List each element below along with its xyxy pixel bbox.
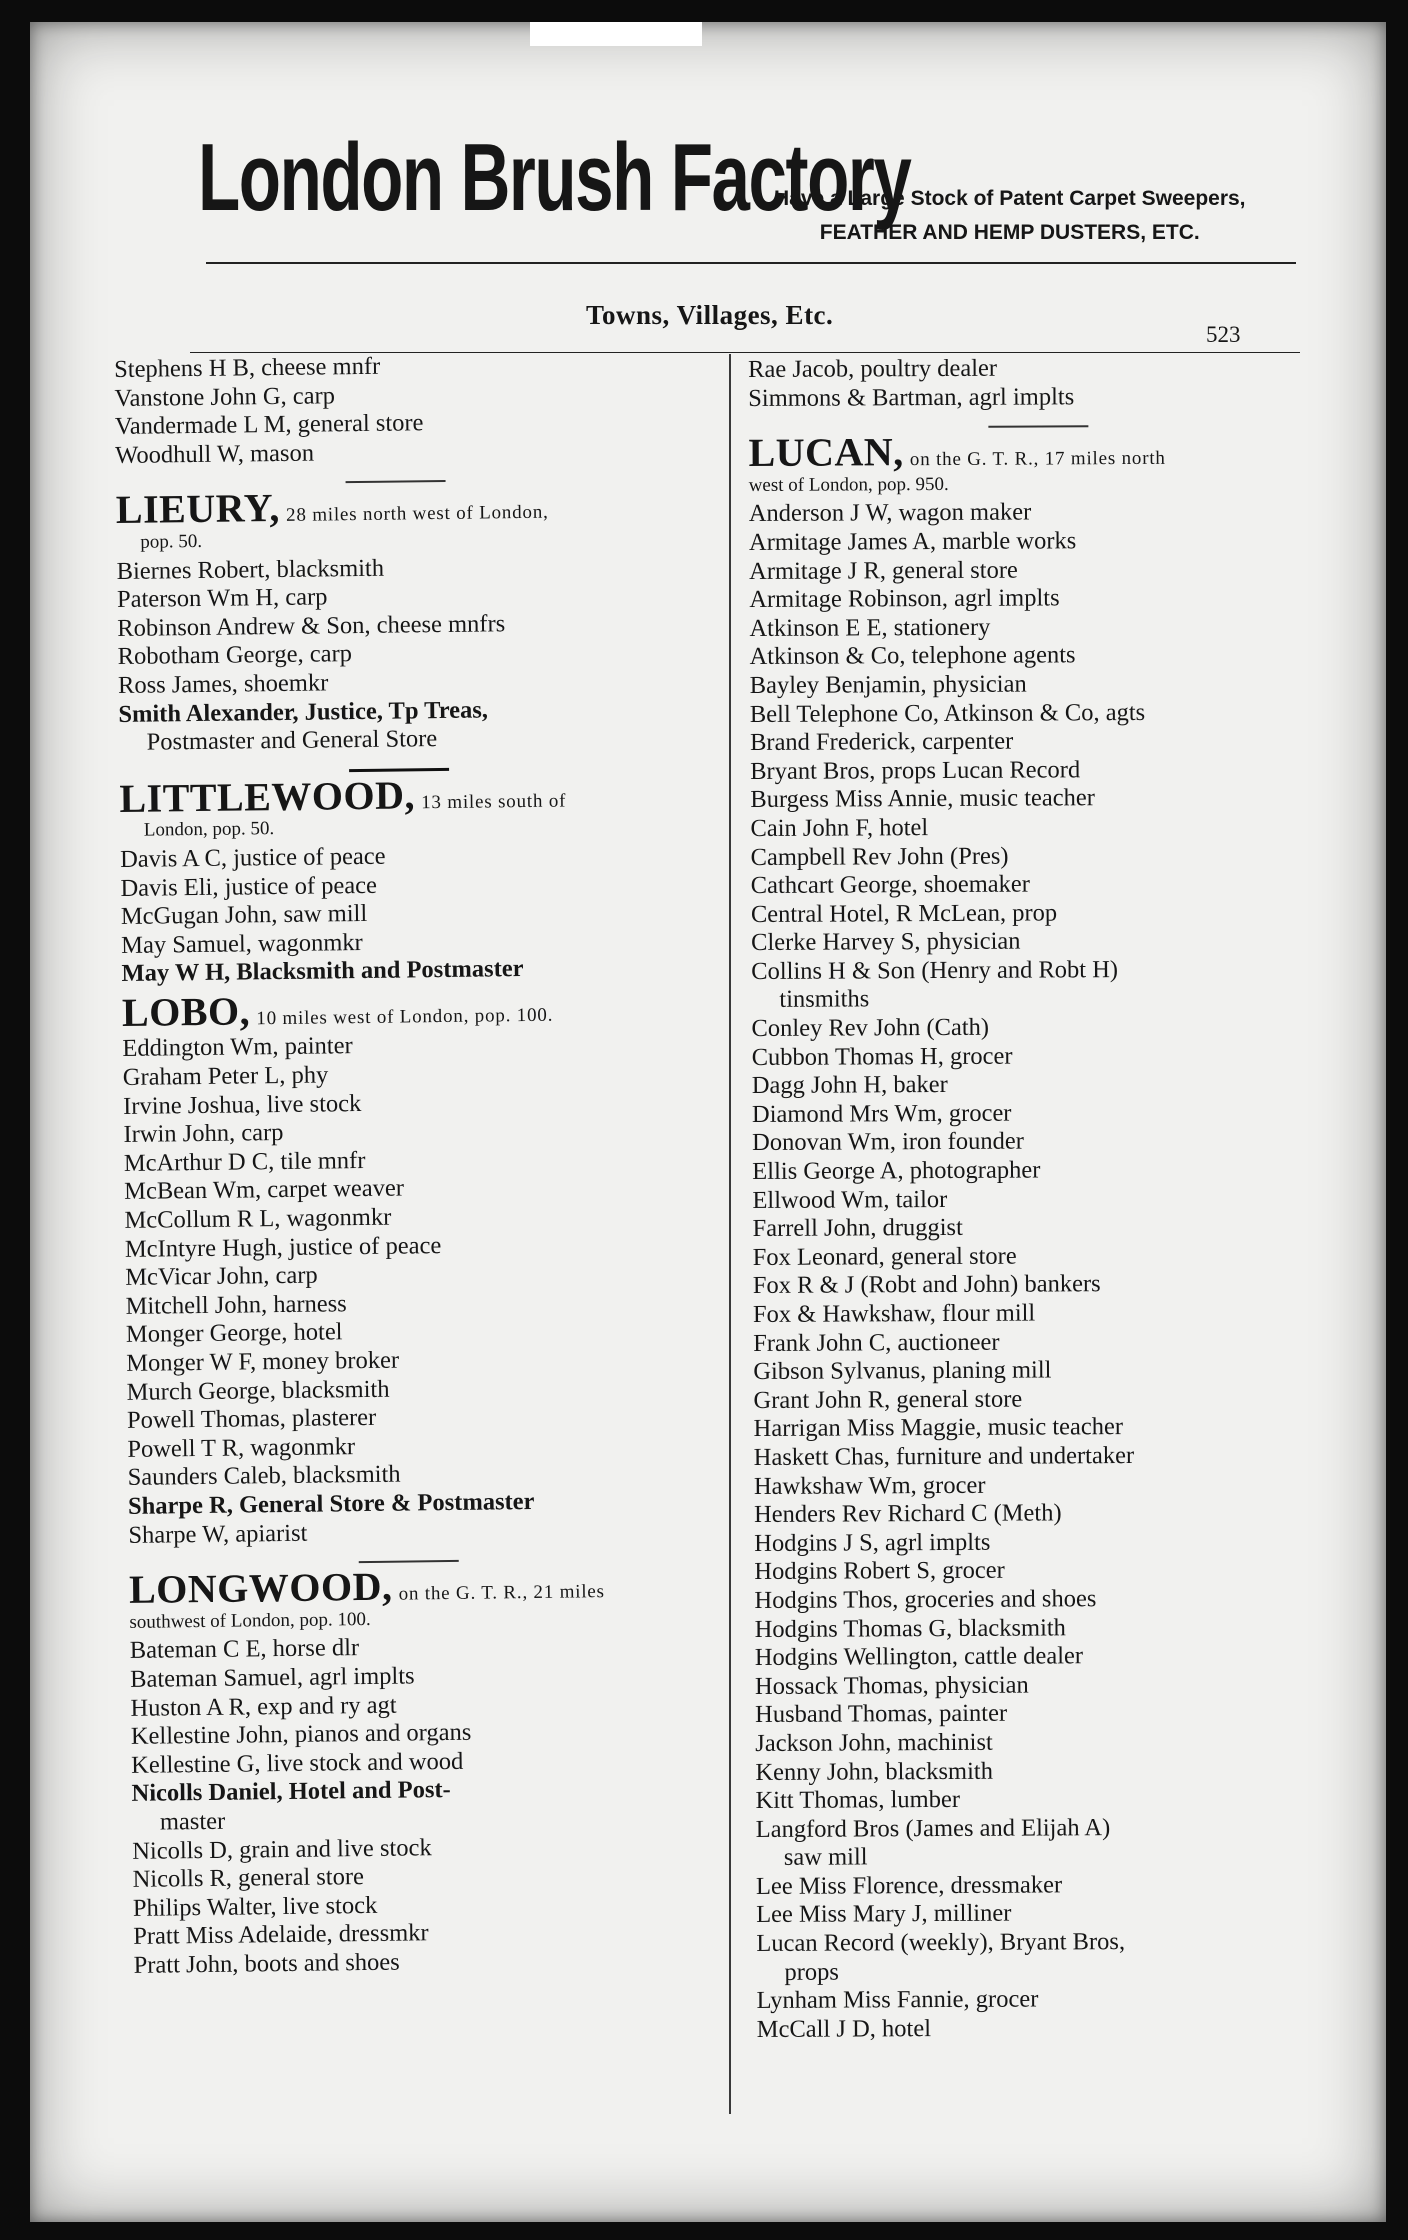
list-item: Monger W F, money broker <box>126 1346 400 1377</box>
town-name: LONGWOOD, <box>128 1563 393 1613</box>
list-item: Hodgins Thomas G, blacksmith <box>754 1613 1066 1643</box>
list-item: tinsmiths <box>779 985 870 1014</box>
section-title: Towns, Villages, Etc. <box>586 300 834 330</box>
list-item: Mitchell John, harness <box>125 1290 347 1320</box>
banner-tagline-1: Have a Large Stock of Patent Carpet Sweepers, <box>774 187 1246 210</box>
list-item: Hodgins Robert S, grocer <box>754 1557 1005 1586</box>
list-item: Eddington Wm, painter <box>122 1032 353 1063</box>
list-item: Haskett Chas, furniture and undertaker <box>753 1441 1135 1471</box>
town-name: LUCAN, <box>748 429 904 476</box>
list-item: Fox & Hawkshaw, flour mill <box>752 1299 1036 1328</box>
town-description: west of London, pop. 950. <box>748 473 949 496</box>
list-item: Jackson John, machinist <box>755 1728 993 1757</box>
list-item: Powell Thomas, plasterer <box>126 1404 377 1435</box>
list-item: McGugan John, saw mill <box>120 900 368 931</box>
list-item: Burgess Miss Annie, music teacher <box>750 784 1095 814</box>
list-item: Hodgins Wellington, cattle dealer <box>754 1642 1084 1672</box>
list-item: Woodhull W, mason <box>115 439 315 469</box>
town-description: London, pop. 50. <box>143 818 275 841</box>
separator <box>988 425 1088 428</box>
list-item: Hodgins Thos, groceries and shoes <box>754 1585 1097 1614</box>
list-item: master <box>159 1807 226 1836</box>
list-item: Davis A C, justice of peace <box>119 842 386 873</box>
separator <box>346 480 446 483</box>
list-item: Frank John C, auctioneer <box>753 1328 1000 1357</box>
list-item: Lee Miss Florence, dressmaker <box>755 1871 1063 1900</box>
list-item: Bateman C E, horse dlr <box>129 1634 360 1665</box>
list-item: Bryant Bros, props Lucan Record <box>750 755 1081 785</box>
list-item: May Samuel, wagonmkr <box>121 928 363 959</box>
list-item: Saunders Caleb, blacksmith <box>127 1460 401 1492</box>
list-item: May W H, Blacksmith and Postmaster <box>121 955 524 988</box>
list-item: Kellestine John, pianos and organs <box>130 1718 472 1751</box>
town-description: southwest of London, pop. 100. <box>129 1608 371 1633</box>
list-item: Lucan Record (weekly), Bryant Bros, <box>756 1928 1126 1958</box>
list-item: Armitage Robinson, agrl implts <box>749 584 1060 614</box>
list-item: Collins H & Son (Henry and Robt H) <box>751 955 1119 985</box>
list-item: Philips Walter, live stock <box>132 1891 378 1922</box>
list-item: Donovan Wm, iron founder <box>752 1128 1024 1157</box>
list-item: McVicar John, carp <box>125 1261 318 1292</box>
list-item: Pratt John, boots and shoes <box>133 1948 400 1979</box>
list-item: Hawkshaw Wm, grocer <box>753 1471 986 1500</box>
list-item: Graham Peter L, phy <box>122 1061 329 1092</box>
town-name: LITTLEWOOD, <box>119 772 416 821</box>
list-item: Murch George, blacksmith <box>126 1375 390 1406</box>
list-item: Hossack Thomas, physician <box>754 1671 1029 1700</box>
list-item: McArthur D C, tile mnfr <box>123 1146 366 1177</box>
list-item: Sharpe W, apiarist <box>128 1519 308 1549</box>
banner-rule <box>206 262 1296 264</box>
left-column <box>114 349 734 1981</box>
list-item: Irvine Joshua, live stock <box>122 1089 362 1120</box>
list-item: Irwin John, carp <box>123 1119 284 1149</box>
list-item: Smith Alexander, Justice, Tp Treas, <box>118 695 489 728</box>
separator <box>349 768 449 772</box>
list-item: Hodgins J S, agrl implts <box>754 1528 991 1557</box>
list-item: Postmaster and General Store <box>146 725 438 756</box>
banner-tagline <box>774 182 1246 249</box>
list-item: Robotham George, carp <box>117 640 353 671</box>
town-description: 10 miles west of London, pop. 100. <box>256 1004 554 1030</box>
list-item: Lynham Miss Fannie, grocer <box>756 1985 1039 2015</box>
list-item: Harrigan Miss Maggie, music teacher <box>753 1413 1124 1443</box>
list-item: saw mill <box>783 1843 868 1872</box>
list-item: Diamond Mrs Wm, grocer <box>751 1099 1012 1128</box>
list-item: Ross James, shoemkr <box>117 669 329 699</box>
list-item: Henders Rev Richard C (Meth) <box>753 1499 1062 1529</box>
town-description: 28 miles north west of London, <box>285 502 549 527</box>
right-column <box>748 353 1357 2045</box>
list-item: Cathcart George, shoemaker <box>750 870 1030 900</box>
list-item: Monger George, hotel <box>125 1318 343 1349</box>
list-item: Langford Bros (James and Elijah A) <box>755 1813 1111 1843</box>
list-item: Nicolls D, grain and live stock <box>132 1833 432 1865</box>
separator <box>359 1560 459 1563</box>
list-item: Davis Eli, justice of peace <box>120 871 378 902</box>
list-item: Huston A R, exp and ry agt <box>130 1691 397 1722</box>
list-item: Clerke Harvey S, physician <box>751 927 1021 957</box>
town-description: pop. 50. <box>140 530 203 553</box>
list-item: Central Hotel, R McLean, prop <box>750 899 1058 928</box>
list-item: McIntyre Hugh, justice of peace <box>124 1231 442 1263</box>
list-item: Bell Telephone Co, Atkinson & Co, agts <box>749 698 1146 728</box>
list-item: Brand Frederick, carpenter <box>749 727 1014 757</box>
list-item: Gibson Sylvanus, planing mill <box>753 1356 1052 1386</box>
list-item: Nicolls Daniel, Hotel and Post- <box>131 1776 451 1808</box>
list-item: McBean Wm, carpet weaver <box>124 1174 405 1206</box>
list-item: Bayley Benjamin, physician <box>749 670 1027 699</box>
list-item: McCall J D, hotel <box>756 2014 932 2043</box>
list-item: Rae Jacob, poultry dealer <box>748 354 998 383</box>
page-number: 523 <box>1206 322 1241 347</box>
list-item: Kitt Thomas, lumber <box>755 1786 961 1815</box>
town-name: LIEURY, <box>115 485 281 533</box>
list-item: Cubbon Thomas H, grocer <box>751 1042 1013 1071</box>
list-item: Cain John F, hotel <box>750 813 929 842</box>
list-item: Nicolls R, general store <box>132 1863 365 1893</box>
town-description: on the G. T. R., 17 miles north <box>909 448 1166 471</box>
list-item: Armitage J R, general store <box>749 556 1018 585</box>
list-item: Anderson J W, wagon maker <box>748 498 1032 528</box>
banner-tagline-2: FEATHER AND HEMP DUSTERS, ETC. <box>819 220 1200 244</box>
town-description: 13 miles south of <box>421 790 567 813</box>
list-item: Armitage James A, marble works <box>748 527 1077 556</box>
list-item: Fox Leonard, general store <box>752 1242 1017 1271</box>
town-name: LOBO, <box>121 988 251 1035</box>
banner-title: London Brush Factory <box>198 124 911 231</box>
list-item: Fox R & J (Robt and John) bankers <box>752 1270 1101 1300</box>
list-item: Biernes Robert, blacksmith <box>116 554 385 585</box>
directory-page <box>30 22 1386 2222</box>
list-item: Farrell John, druggist <box>752 1214 963 1243</box>
list-item: Ellis George A, photographer <box>752 1156 1041 1186</box>
list-item: Paterson Wm H, carp <box>116 583 328 614</box>
list-item: Atkinson E E, stationery <box>749 613 991 642</box>
list-item: Robinson Andrew & Son, cheese mnfrs <box>117 609 506 642</box>
list-item: Kellestine G, live stock and wood <box>131 1747 464 1779</box>
scan-tab <box>530 22 702 46</box>
list-item: Pratt Miss Adelaide, dressmkr <box>133 1919 429 1951</box>
list-item: Stephens H B, cheese mnfr <box>114 352 381 383</box>
list-item: Husband Thomas, painter <box>755 1699 1008 1729</box>
list-item: Powell T R, wagonmkr <box>127 1432 356 1463</box>
list-item: McCollum R L, wagonmkr <box>124 1203 392 1234</box>
list-item: Dagg John H, baker <box>751 1071 948 1100</box>
list-item: Atkinson & Co, telephone agents <box>749 641 1076 671</box>
list-item: Simmons & Bartman, agrl implts <box>748 382 1075 412</box>
list-item: Ellwood Wm, tailor <box>752 1185 948 1214</box>
list-item: Campbell Rev John (Pres) <box>750 842 1009 871</box>
list-item: Vandermade L M, general store <box>114 409 424 441</box>
list-item: Sharpe R, General Store & Postmaster <box>127 1487 535 1520</box>
list-item: Lee Miss Mary J, milliner <box>756 1900 1012 1929</box>
list-item: props <box>784 1958 839 1986</box>
list-item: Conley Rev John (Cath) <box>751 1013 990 1043</box>
list-item: Vanstone John G, carp <box>114 381 336 412</box>
list-item: Kenny John, blacksmith <box>755 1757 993 1786</box>
list-item: Bateman Samuel, agrl implts <box>130 1662 415 1693</box>
list-item: Grant John R, general store <box>753 1385 1023 1414</box>
town-description: on the G. T. R., 21 miles <box>398 1581 605 1605</box>
